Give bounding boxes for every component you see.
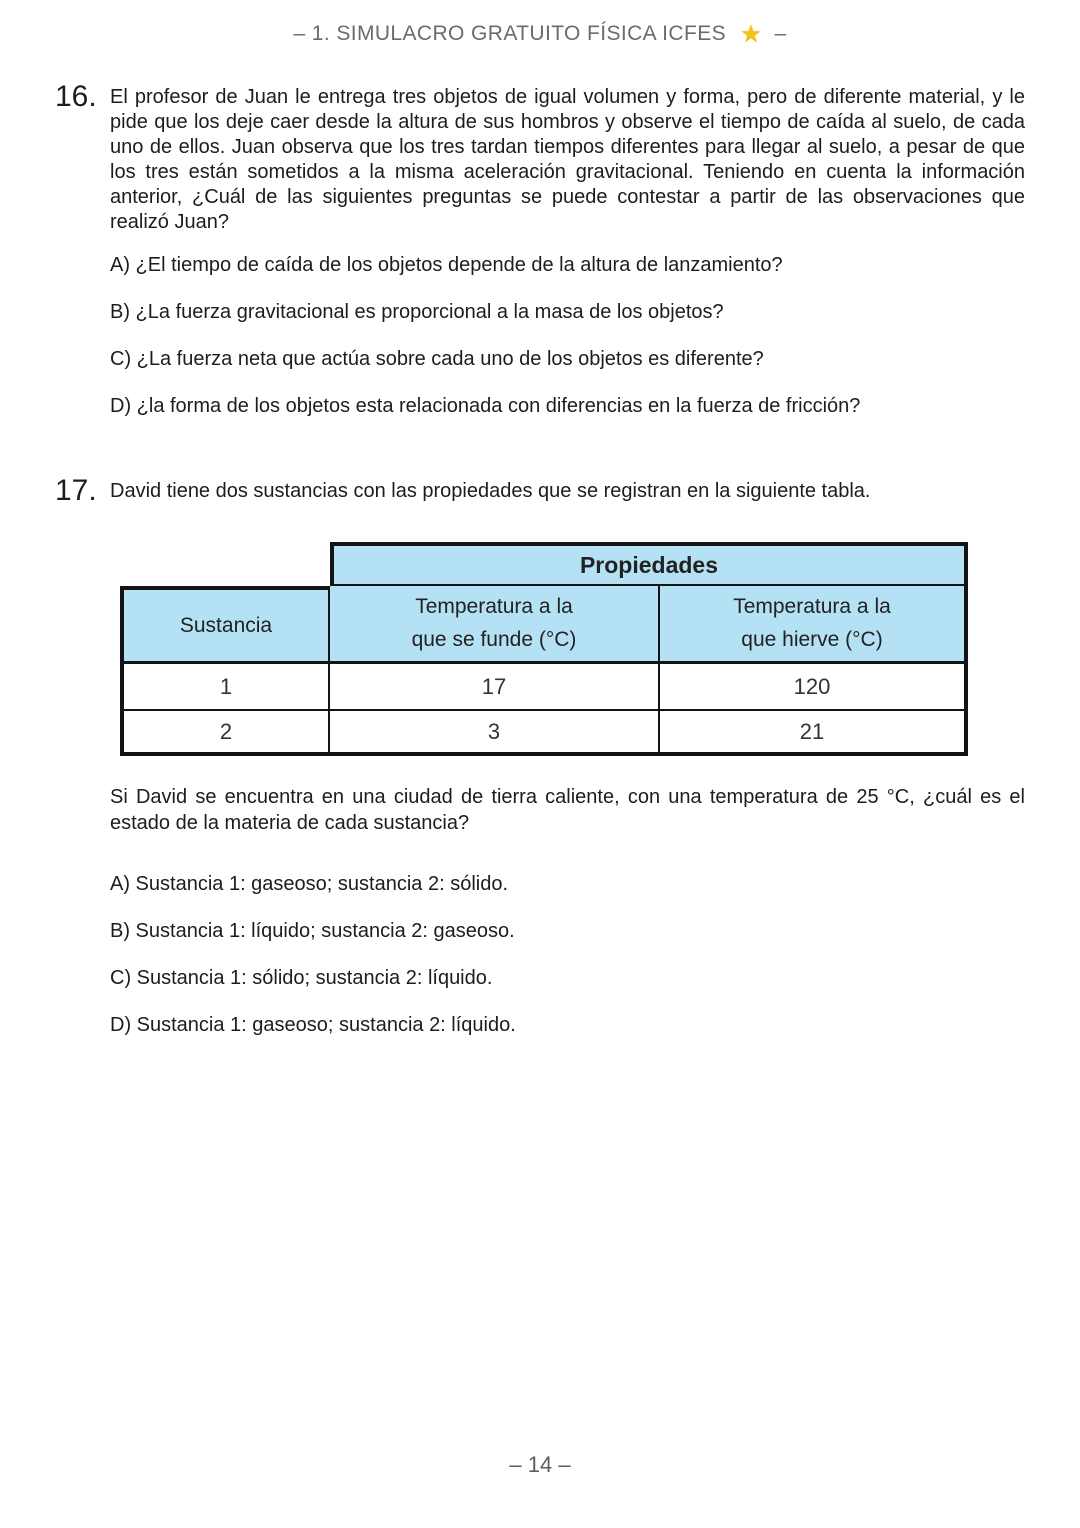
question-16-option-a: A) ¿El tiempo de caída de los objetos depende de la altura de lanzamiento? [110,254,783,276]
column-header-hierve-line2: que hierve (°C) [741,628,883,651]
column-header-funde-line1: Temperatura a la [415,595,573,618]
cell-sustancia-2: 2 [124,711,330,752]
page-number: – 14 – [509,1452,571,1477]
question-16-text: El profesor de Juan le entrega tres objetos de igual volumen y forma, pero de diferente material, y le pide que los deje caer desde la altura de sus hombros y observe el tiempo de caída al suelo, de cada uno de ellos. Juan observa que los tres tardan tiempos diferentes para llegar al suelo, a pesar de que los tres están sometidos a la misma aceleración gravitacional. Teniendo en cuenta la información anterior, ¿Cuál de las siguientes preguntas se puede contestar a partir de las observaciones que realizó Juan? [110,86,1025,233]
question-16-option-c: C) ¿La fuerza neta que actúa sobre cada uno de los objetos es diferente? [110,348,764,370]
question-17-option-d: D) Sustancia 1: gaseoso; sustancia 2: líquido. [110,1014,516,1036]
column-header-funde-line2: que se funde (°C) [411,628,577,651]
cell-hierve-2: 21 [799,718,825,744]
cell-funde-2: 3 [330,711,660,752]
question-17-options [110,872,1025,1038]
column-header-hierve [660,586,964,664]
question-17-prompt: Si David se encuentra en una ciudad de tierra caliente, con una temperatura de 25 °C, ¿cuál es el estado de la materia de cada sustancia? [110,786,1025,834]
star-icon: ★ [740,21,763,48]
question-17-option-b: B) Sustancia 1: líquido; sustancia 2: gaseoso. [110,920,515,942]
cell-hierve-1: 120 [660,664,964,711]
properties-table [120,542,968,756]
question-17-option-a: A) Sustancia 1: gaseoso; sustancia 2: sólido. [110,873,509,895]
question-16-option-b: B) ¿La fuerza gravitacional es proporcional a la masa de los objetos? [110,301,724,323]
question-16 [55,80,1025,235]
table-notch [120,542,330,586]
column-header-funde [330,586,660,664]
table-row [124,664,964,711]
question-17-text: David tiene dos sustancias con las propiedades que se registran en la siguiente tabla. [110,480,871,502]
question-17-option-c: C) Sustancia 1: sólido; sustancia 2: líquido. [110,967,493,989]
question-17-number: 17. [55,474,97,507]
table-row [124,711,964,752]
question-17 [55,474,1025,507]
page-header [0,0,1080,49]
question-16-number: 16. [55,80,97,113]
column-header-hierve-line1: Temperatura a la [733,595,891,618]
question-16-option-d: D) ¿la forma de los objetos esta relacionada con diferencias en la fuerza de fricción? [110,395,861,417]
question-16-options [110,253,1025,419]
header-title: – 1. SIMULACRO GRATUITO FÍSICA ICFES [293,22,727,45]
table-body [120,586,968,756]
cell-funde-1: 17 [330,664,660,711]
table-group-header: Propiedades [330,542,968,586]
header-title-suffix: – [774,22,787,45]
table-header-row [124,586,964,664]
table-group-header-row [120,542,968,586]
column-header-sustancia: Sustancia [124,586,330,664]
cell-sustancia-1: 1 [124,664,330,711]
